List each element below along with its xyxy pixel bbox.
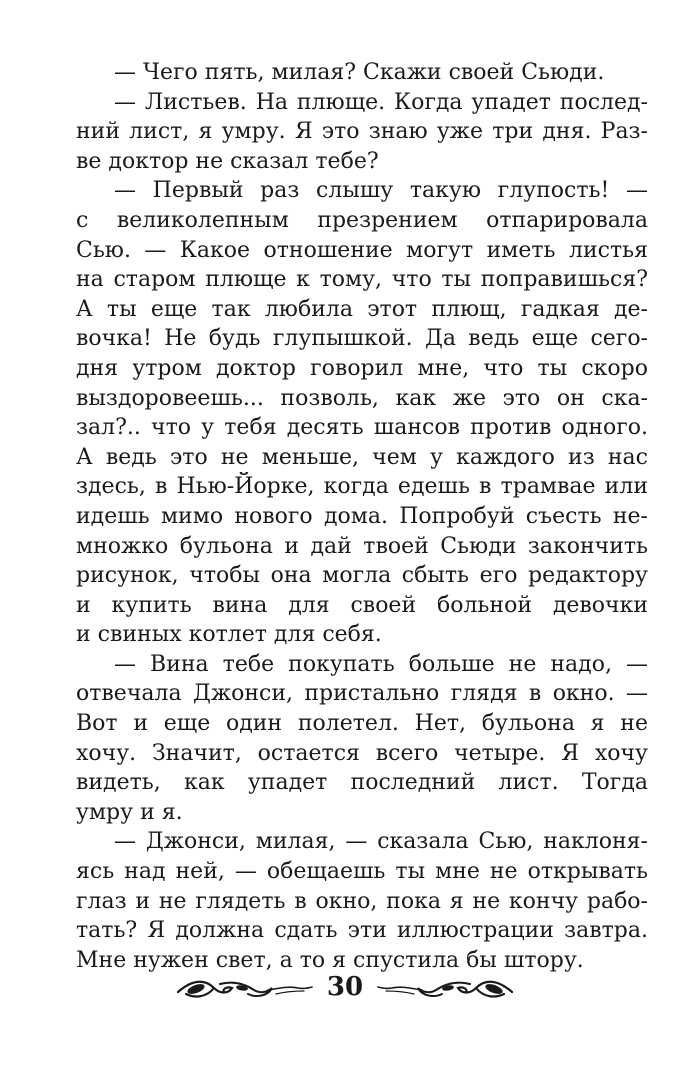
- body-text: [76, 58, 648, 975]
- text-line: Сью. — Какое отношение могут иметь листья: [76, 237, 648, 263]
- text-line: выздоровеешь... позволь, как же это он ска-: [76, 385, 648, 411]
- text-line: — Джонси, милая, — сказала Сью, наклоня-: [114, 829, 648, 855]
- text-line: на старом плюще к тому, что ты поправишься?: [76, 267, 648, 293]
- text-line: отвечала Джонси, пристально глядя в окно. —: [76, 681, 648, 707]
- text-line: и купить вина для своей больной девочки: [76, 592, 648, 618]
- text-line: с великолепным презрением отпарировала: [76, 207, 648, 233]
- text-line: идешь мимо нового дома. Попробуй съесть не-: [76, 503, 648, 529]
- text-line: множко бульона и дай твоей Сьюди закончить: [76, 533, 648, 559]
- text-line: — Чего пять, милая? Скажи своей Сьюди.: [114, 60, 605, 85]
- text-line: тать? Я должна сдать эти иллюстрации завтра.: [76, 918, 648, 944]
- text-line: А ведь это не меньше, чем у каждого из нас: [76, 444, 648, 470]
- text-line: ясь над ней, — обещаешь ты мне не открывать: [76, 859, 648, 885]
- flourish-ornament-right-icon: [376, 976, 514, 1002]
- text-line: ний лист, я умру. Я это знаю уже три дня. Раз-: [76, 119, 648, 145]
- text-line: хочу. Значит, остается всего четыре. Я хочу: [76, 740, 648, 766]
- text-line: Вот и еще один полетел. Нет, бульона я не: [76, 711, 648, 737]
- text-line: зал?.. что у тебя десять шансов против одного.: [76, 415, 648, 441]
- page-footer: [0, 970, 690, 1020]
- text-line: глаз и не глядеть в окно, пока я не кончу рабо-: [76, 888, 648, 914]
- page-number: 30: [326, 972, 364, 1002]
- text-line: и свиных котлет для себя.: [76, 622, 382, 648]
- text-line: дня утром доктор говорил мне, что ты скоро: [76, 355, 648, 381]
- flourish-ornament-left-icon: [176, 976, 314, 1002]
- text-line: Мне нужен свет, а то я спустила бы штору.: [76, 947, 584, 973]
- text-line: — Листьев. На плюще. Когда упадет послед-: [114, 89, 648, 115]
- text-line: — Первый раз слышу такую глупость! —: [114, 178, 648, 204]
- text-line: ве доктор не сказал тебе?: [76, 148, 379, 174]
- text-line: А ты еще так любила этот плющ, гадкая де-: [76, 296, 648, 322]
- text-line: видеть, как упадет последний лист. Тогда: [76, 770, 648, 796]
- text-line: — Вина тебе покупать больше не надо, —: [114, 651, 648, 677]
- text-line: здесь, в Нью-Йорке, когда едешь в трамвае или: [76, 474, 648, 500]
- text-line: умру и я.: [76, 799, 183, 825]
- text-line: вочка! Не будь глупышкой. Да ведь еще сего-: [76, 326, 648, 352]
- text-line: рисунок, чтобы она могла сбыть его редактору: [76, 563, 648, 589]
